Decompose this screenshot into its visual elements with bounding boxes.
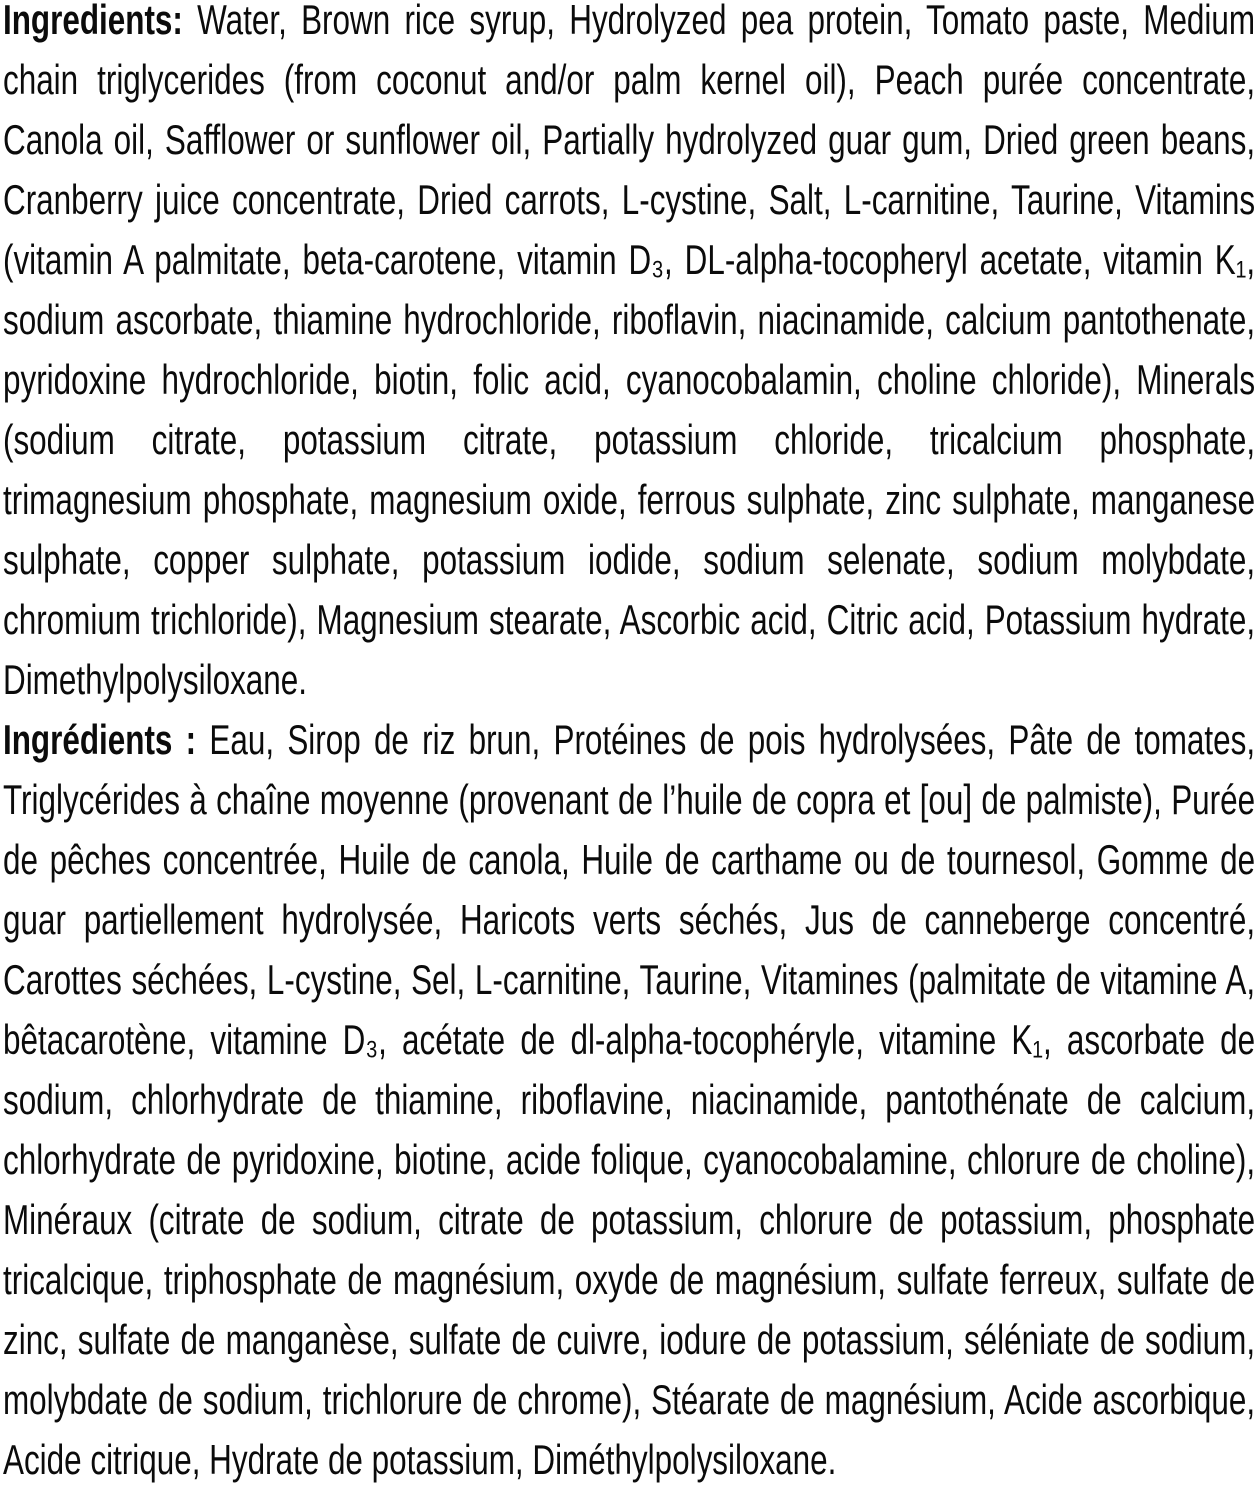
french-ingredients-text: Eau, Sirop de riz brun, Protéines de pois hydrolysées, Pâte de tomates, Triglycérides à chaîne moyenne (provenant de l’huile de copra et [ou] de palmiste), Purée de pêches concentrée, Huile de canola, Huile de carthame ou de tournesol, Gomme de guar partiellement hydrolysée, Haricots verts séchés, Jus de canneberge concentré, Carottes séchées, L-cystine, Sel, L-carnitine, Taurine, Vitamines (palmitate de vitamine A, bêtacarotène, vitamine D₃, acétate de dl-alpha-tocophéryle, vitamine K₁, ascorbate de sodium, chlorhydrate de thiamine, riboflavine, niacinamide, pantothénate de calcium, chlorhydrate de pyridoxine, biotine, acide folique, cyanocobalamine, chlorure de choline), Minéraux (citrate de sodium, citrate de potassium, chlorure de potassium, phosphate tricalcique, triphosphate de magnésium, oxyde de magnésium, sulfate ferreux, sulfate de zinc, sulfate de manganèse, sulfate de cuivre, iodure de potassium, séléniate de sodium, molybdate de sodium, trichlorure de chrome), Stéarate de magnésium, Acide ascorbique, Acide citrique, Hydrate de potassium, Diméthylpolysiloxane. — [3, 716, 1256, 1483]
ingredients-text-block — [3, 0, 1255, 1490]
english-ingredients-text: Water, Brown rice syrup, Hydrolyzed pea protein, Tomato paste, Medium chain triglycerides (from coconut and/or palm kernel oil), Peach purée concentrate, Canola oil, Safflower or sunflower oil, Partially hydrolyzed guar gum, Dried green beans, Cranberry juice concentrate, Dried carrots, L-cystine, Salt, L-carnitine, Taurine, Vitamins (vitamin A palmitate, beta-carotene, vitamin D₃, DL-alpha-tocopheryl acetate, vitamin K₁, sodium ascorbate, thiamine hydrochloride, riboflavin, niacinamide, calcium pantothenate, pyridoxine hydrochloride, biotin, folic acid, cyanocobalamin, choline chloride), Minerals (sodium citrate, potassium citrate, potassium chloride, tricalcium phosphate, trimagnesium phosphate, magnesium oxide, ferrous sulphate, zinc sulphate, manganese sulphate, copper sulphate, potassium iodide, sodium selenate, sodium molybdate, chromium trichloride), Magnesium stearate, Ascorbic acid, Citric acid, Potassium hydrate, Dimethylpolysiloxane. — [3, 0, 1256, 703]
english-ingredients-heading: Ingredients: — [3, 0, 183, 43]
paragraph-ingredients-english — [3, 0, 1255, 710]
paragraph-ingredients-french — [3, 710, 1255, 1490]
french-ingredients-heading: Ingrédients : — [3, 716, 197, 763]
